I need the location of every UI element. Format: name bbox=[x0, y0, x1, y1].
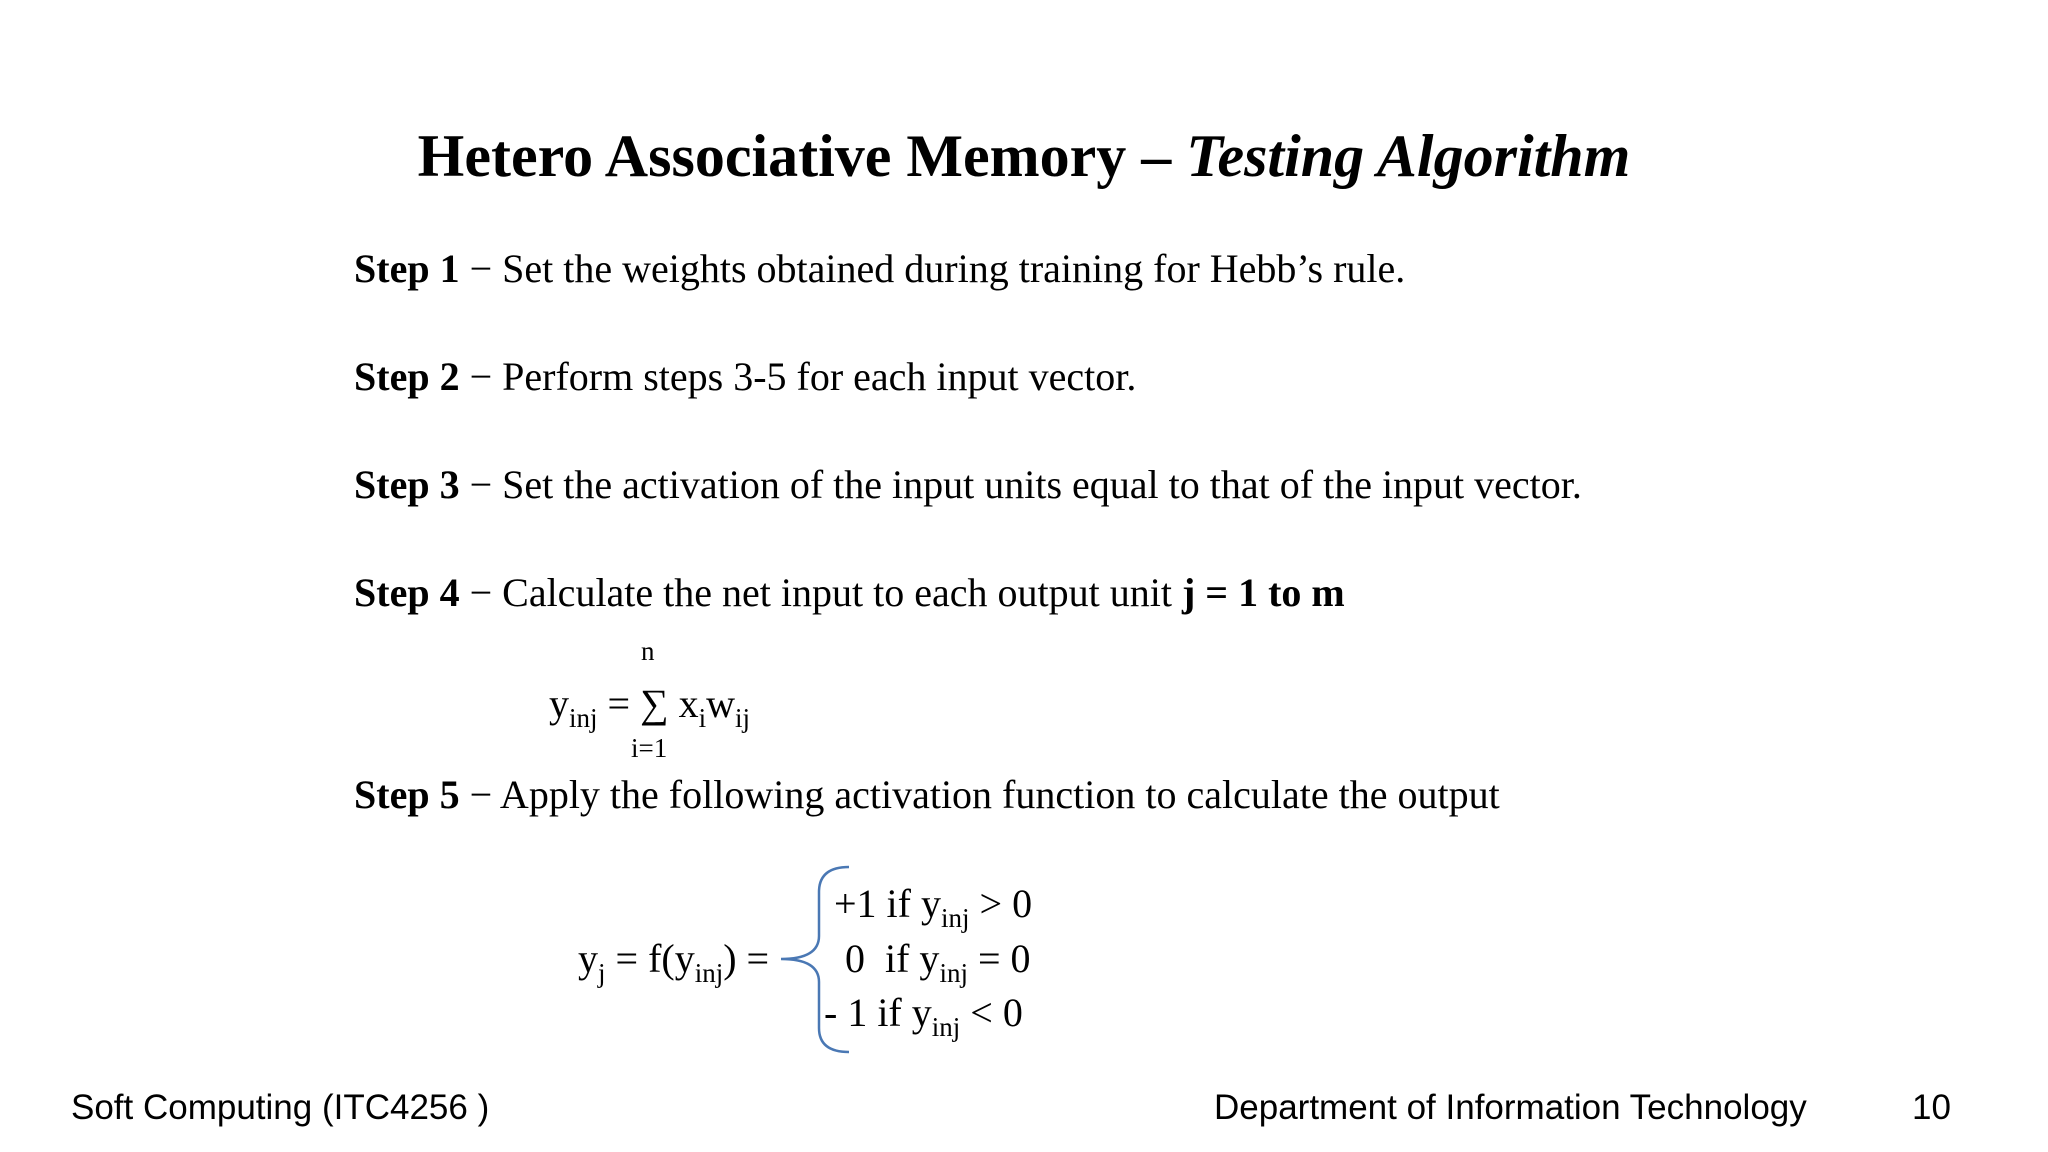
case-suffix: < 0 bbox=[960, 990, 1023, 1035]
formula-lhs-sub: inj bbox=[569, 703, 598, 733]
step-label: Step 1 bbox=[354, 246, 460, 291]
sum-upper-limit: n bbox=[641, 636, 655, 666]
sum-lower-limit: i=1 bbox=[631, 733, 668, 763]
step-5 bbox=[354, 771, 1500, 818]
case-sub: inj bbox=[931, 1012, 961, 1042]
footer-department: Department of Information Technology bbox=[1214, 1088, 1807, 1127]
title-italic: Testing Algorithm bbox=[1186, 123, 1631, 189]
term-x-sub: i bbox=[698, 703, 707, 733]
activation-lhs bbox=[578, 935, 770, 988]
case-suffix: = 0 bbox=[967, 936, 1031, 981]
formula-equals: = bbox=[597, 681, 641, 726]
step-label: Step 4 bbox=[354, 570, 460, 615]
step-3 bbox=[354, 461, 1582, 508]
slide-title bbox=[0, 122, 2048, 191]
footer-course: Soft Computing (ITC4256 ) bbox=[71, 1088, 490, 1127]
formula-lhs: y bbox=[549, 681, 569, 726]
step-text: − Apply the following activation function to calculate the output bbox=[459, 772, 1500, 817]
case-sub: inj bbox=[939, 958, 968, 988]
activation-y-sub: j bbox=[598, 958, 606, 988]
case-prefix: - 1 if y bbox=[824, 990, 932, 1035]
activation-y: y bbox=[578, 936, 598, 981]
case-suffix: > 0 bbox=[969, 881, 1033, 926]
case-prefix: +1 if y bbox=[834, 881, 941, 926]
step-label: Step 5 bbox=[354, 772, 460, 817]
step-text: − Set the weights obtained during training for Hebb’s rule. bbox=[459, 246, 1406, 291]
step-2 bbox=[354, 353, 1136, 400]
step-label: Step 3 bbox=[354, 462, 460, 507]
case-negative bbox=[824, 989, 1023, 1042]
case-positive bbox=[834, 880, 1033, 933]
activation-inner-sub: inj bbox=[694, 958, 724, 988]
case-prefix: 0 if y bbox=[845, 936, 940, 981]
step-text: − Perform steps 3-5 for each input vector. bbox=[459, 354, 1137, 399]
net-input-formula bbox=[549, 680, 751, 733]
step-4 bbox=[354, 569, 1345, 616]
step-1 bbox=[354, 245, 1405, 292]
step-label: Step 2 bbox=[354, 354, 460, 399]
activation-close: ) = bbox=[723, 936, 770, 981]
step-text: − Calculate the net input to each output unit bbox=[459, 570, 1182, 615]
activation-f: = f(y bbox=[605, 936, 695, 981]
case-sub: inj bbox=[941, 903, 970, 933]
page-number: 10 bbox=[1912, 1088, 1951, 1127]
term-w-sub: ij bbox=[735, 703, 751, 733]
step-bold-tail: j = 1 to m bbox=[1181, 570, 1345, 615]
case-zero bbox=[845, 935, 1031, 988]
sigma-symbol: ∑ bbox=[640, 681, 669, 726]
step-text: − Set the activation of the input units equal to that of the input vector. bbox=[459, 462, 1582, 507]
title-main: Hetero Associative Memory – bbox=[417, 123, 1187, 189]
term-x: x bbox=[678, 681, 699, 726]
term-w: w bbox=[706, 681, 735, 726]
